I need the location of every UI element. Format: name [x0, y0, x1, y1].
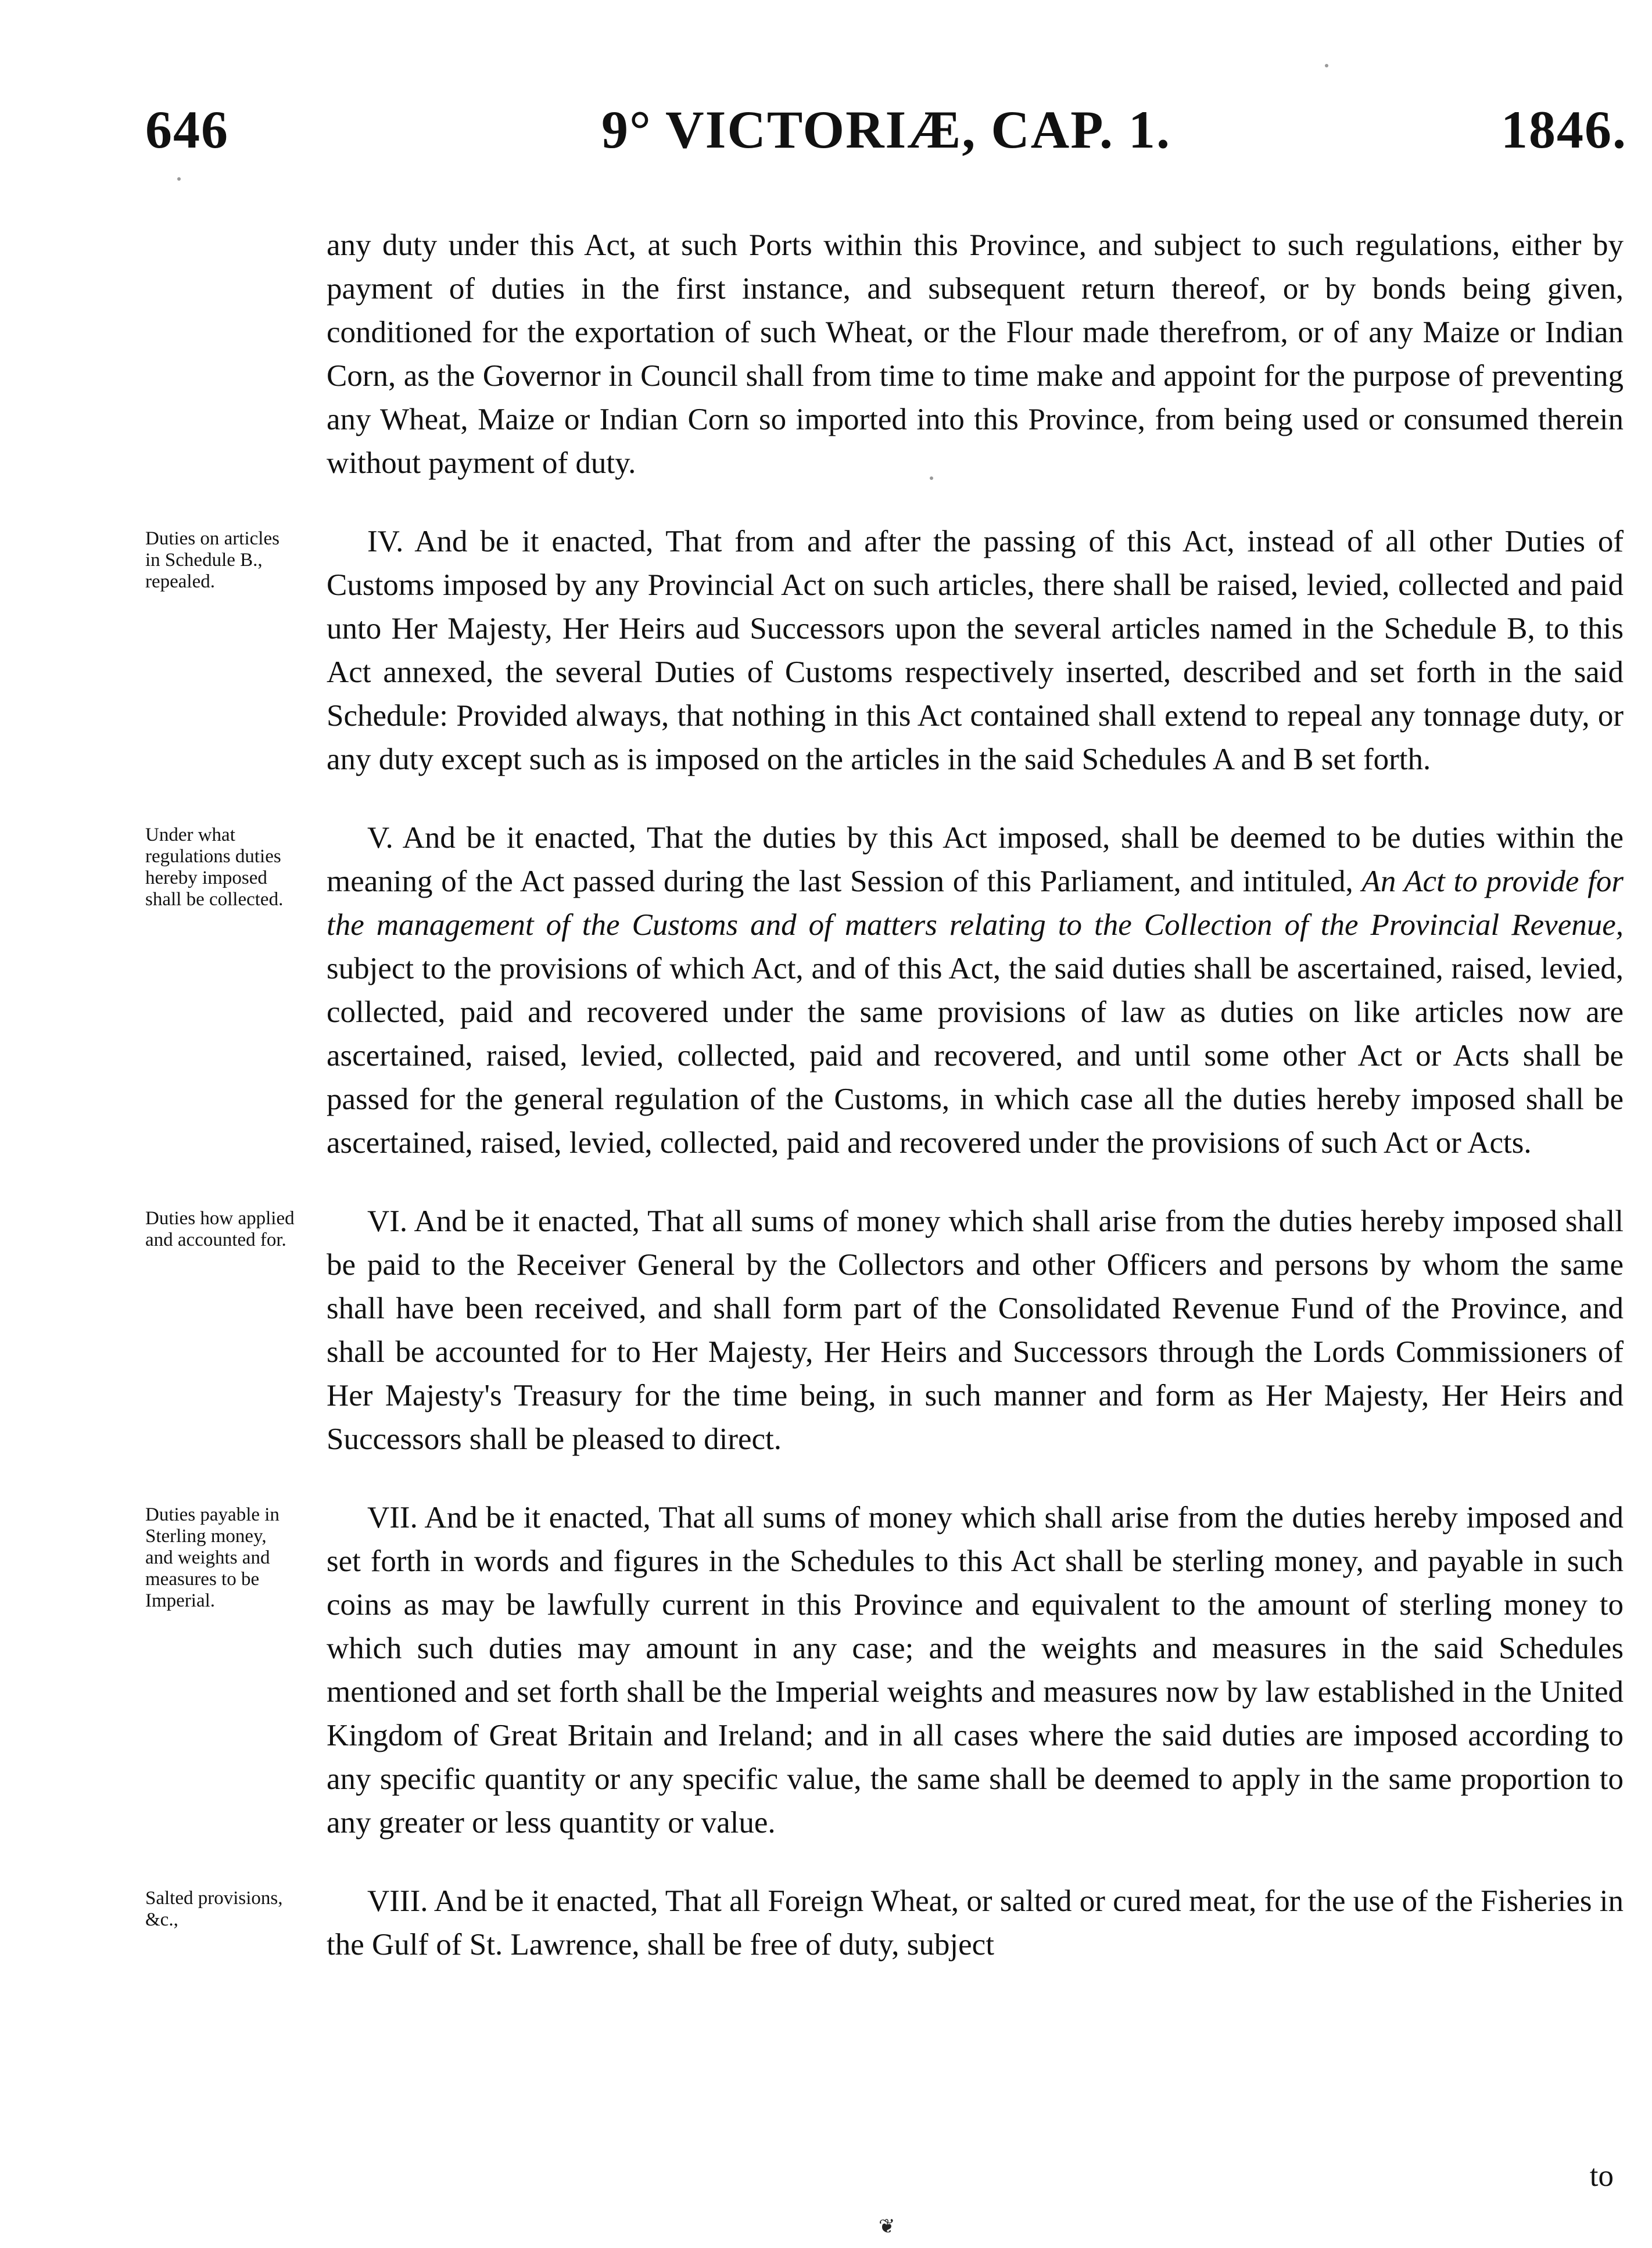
margin-note-section-iv: Duties on articles in Schedule B., repealed. — [145, 528, 279, 592]
section-v — [145, 816, 1624, 1165]
page-title: 9° VICTORIÆ, CAP. 1. — [601, 100, 1171, 159]
speck-mark — [1325, 64, 1328, 67]
margin-note-section-v: Under what regulations duties hereby imposed shall be collected. — [145, 824, 284, 910]
margin-note-section-vi: Duties how applied and accounted for. — [145, 1208, 295, 1250]
catchword: to — [1589, 2159, 1614, 2193]
continuation-paragraph: any duty under this Act, at such Ports within this Province, and subject to such regulations, either by payment of duties in the first instance, and subsequent return thereof, or by bonds being given, conditioned for the exportation of such Wheat, or the Flour made therefrom, or of any Maize or Indian Corn, as the Governor in Council shall from time to time make and appoint for the purpose of preventing any Wheat, Maize or Indian Corn so imported into this Province, from being used or consumed therein without payment of duty. — [327, 228, 1624, 480]
year: 1846. — [1501, 100, 1627, 159]
act-title-italic: An Act to provide for the management of the Customs and of matters relating to the Collection of the Provincial Revenue, — [327, 865, 1624, 942]
ornament-icon: ❦ — [879, 2216, 895, 2238]
section-iv — [145, 520, 1624, 781]
section-v-text-after: subject to the provisions of which Act, and of this Act, the said duties shall be ascertained, raised, levied, collected, paid and recovered under the same provisions of law as duties on like articles now are ascertained, raised, levied, collected, paid and recovered, and until some other Act or Acts shall be passed for the general regulation of the Customs, in which case all the duties hereby imposed shall be ascertained, raised, levied, collected, paid and recovered under the provisions of such Act or Acts. — [327, 952, 1624, 1160]
margin-note-section-viii: Salted provisions, &c., — [145, 1888, 283, 1930]
section-iv-text: IV. And be it enacted, That from and after the passing of this Act, instead of all other Duties of Customs imposed by any Provincial Act on such articles, there shall be raised, levied, collected and paid unto Her Majesty, Her Heirs aud Successors upon the several articles named in the Schedule B, to this Act annexed, the several Duties of Customs respectively inserted, described and set forth in the said Schedule: Provided always, that nothing in this Act contained shall extend to repeal any tonnage duty, or any duty except such as is imposed on the articles in the said Schedules A and B set forth. — [327, 525, 1624, 776]
section-viii — [145, 1880, 1624, 1967]
section-viii-text: VIII. And be it enacted, That all Foreign Wheat, or salted or cured meat, for the use of the Fisheries in the Gulf of St. Lawrence, shall be free of duty, subject — [327, 1884, 1624, 1962]
section-v-text-before: V. And be it enacted, That the duties by this Act imposed, shall be deemed to be duties within the meaning of the Act passed during the last Session of this Parliament, and intituled, — [327, 821, 1624, 898]
section-vi — [145, 1200, 1624, 1461]
section-v-text — [327, 816, 1624, 1165]
speck-mark — [177, 177, 181, 181]
section-vii — [145, 1496, 1624, 1845]
running-header — [145, 99, 1627, 168]
speck-mark — [930, 476, 933, 480]
page-number: 646 — [145, 100, 229, 159]
margin-note-section-vii: Duties payable in Sterling money, and weights and measures to be Imperial. — [145, 1504, 279, 1611]
section-vi-text: VI. And be it enacted, That all sums of money which shall arise from the duties hereby imposed shall be paid to the Receiver General by the Collectors and other Officers and persons by whom the same shall have been received, and shall form part of the Consolidated Revenue Fund of the Province, and shall be accounted for to Her Majesty, Her Heirs and Successors through the Lords Commissioners of Her Majesty's Treasury for the time being, in such manner and form as Her Majesty, Her Heirs and Successors shall be pleased to direct. — [327, 1204, 1624, 1456]
body-text — [145, 224, 1624, 1967]
section-vii-text: VII. And be it enacted, That all sums of money which shall arise from the duties hereby imposed and set forth in words and figures in the Schedules to this Act shall be sterling money, and payable in such coins as may be lawfully current in this Province and equivalent to the amount of sterling money to which such duties may amount in any case; and the weights and measures in the said Schedules mentioned and set forth shall be the Imperial weights and measures now by law established in the United Kingdom of Great Britain and Ireland; and in all cases where the said duties are imposed according to any specific quantity or any specific value, the same shall be deemed to apply in the same proportion to any greater or less quantity or value. — [327, 1501, 1624, 1840]
